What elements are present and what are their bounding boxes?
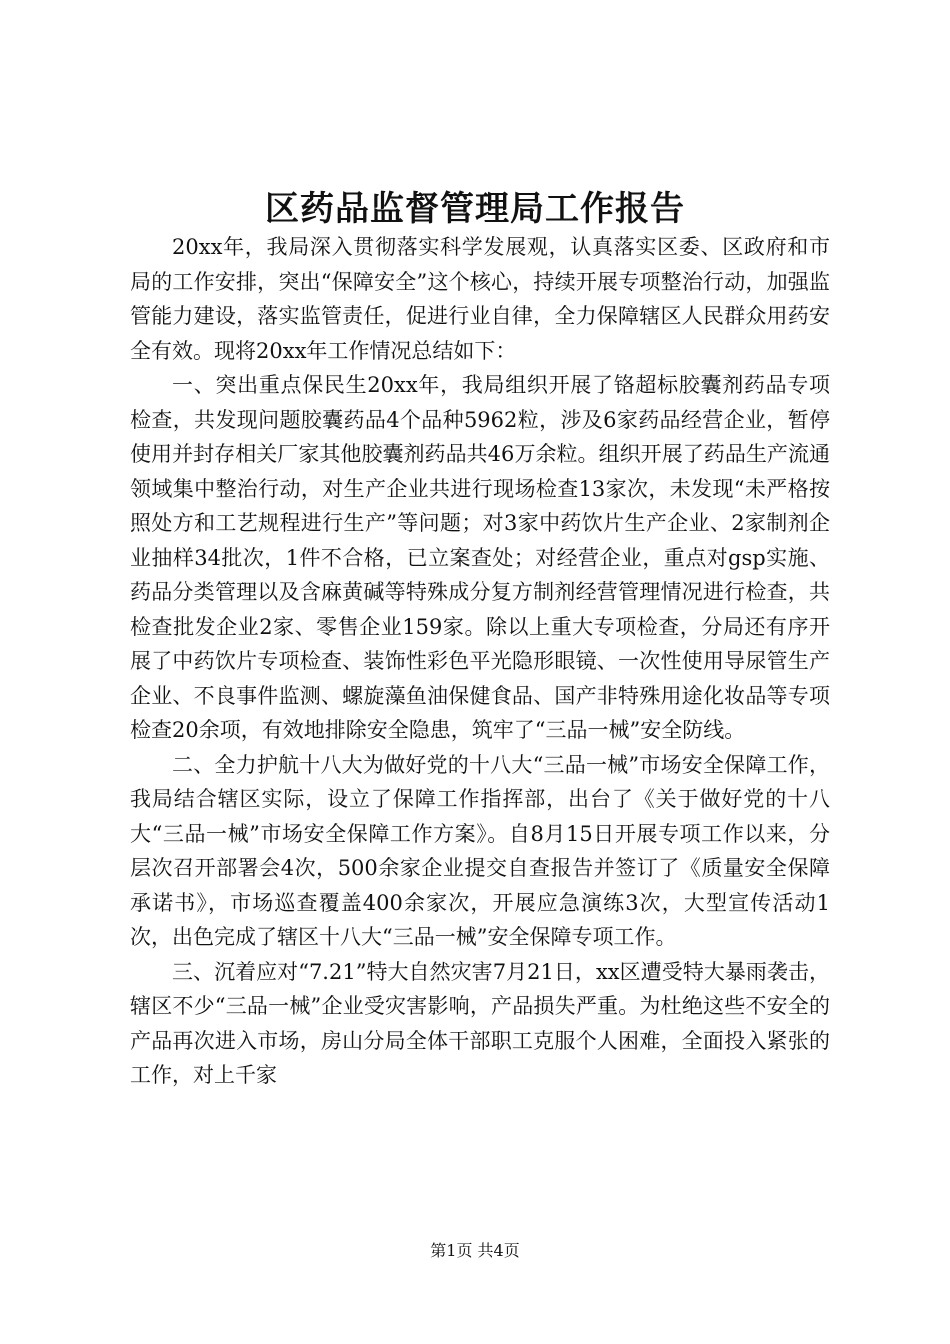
page-footer: 第1页 共4页 bbox=[430, 1241, 520, 1260]
document-body bbox=[130, 230, 830, 1093]
paragraph-section-2: 二、全力护航十八大为做好党的十八大“三品一械”市场安全保障工作，我局结合辖区实际，设立了保障工作指挥部，出台了《关于做好党的十八大“三品一械”市场安全保障工作方案》。自8月15日开展专项工作以来，分层次召开部署会4次，500余家企业提交自查报告并签订了《质量安全保障承诺书》，市场巡查覆盖400余家次，开展应急演练3次，大型宣传活动1次，出色完成了辖区十八大“三品一械”安全保障专项工作。 bbox=[130, 752, 830, 949]
paragraph-intro: 20xx年，我局深入贯彻落实科学发展观，认真落实区委、区政府和市局的工作安排，突出“保障安全”这个核心，持续开展专项整治行动，加强监管能力建设，落实监管责任，促进行业自律，全力保障辖区人民群众用药安全有效。现将20xx年工作情况总结如下： bbox=[130, 235, 830, 363]
document-title: 区药品监督管理局工作报告 bbox=[265, 189, 685, 229]
paragraph-section-1: 一、突出重点保民生20xx年，我局组织开展了铬超标胶囊剂药品专项检查，共发现问题胶囊药品4个品种5962粒，涉及6家药品经营企业，暂停使用并封存相关厂家其他胶囊剂药品共46万余粒。组织开展了药品生产流通领域集中整治行动，对生产企业共进行现场检查13家次，未发现“未严格按照处方和工艺规程进行生产”等问题；对3家中药饮片生产企业、2家制剂企业抽样34批次，1件不合格，已立案查处；对经营企业，重点对gsp实施、药品分类管理以及含麻黄碱等特殊成分复方制剂经营管理情况进行检查，共检查批发企业2家、零售企业159家。除以上重大专项检查，分局还有序开展了中药饮片专项检查、装饰性彩色平光隐形眼镜、一次性使用导尿管生产企业、不良事件监测、螺旋藻鱼油保健食品、国产非特殊用途化妆品等专项检查20余项，有效地排除安全隐患，筑牢了“三品一械”安全防线。 bbox=[130, 373, 830, 742]
paragraph-section-3: 三、沉着应对“7.21”特大自然灾害7月21日，xx区遭受特大暴雨袭击，辖区不少“三品一械”企业受灾害影响，产品损失严重。为杜绝这些不安全的产品再次进入市场，房山分局全体干部职工克服个人困难，全面投入紧张的工作，对上千家 bbox=[130, 959, 830, 1087]
